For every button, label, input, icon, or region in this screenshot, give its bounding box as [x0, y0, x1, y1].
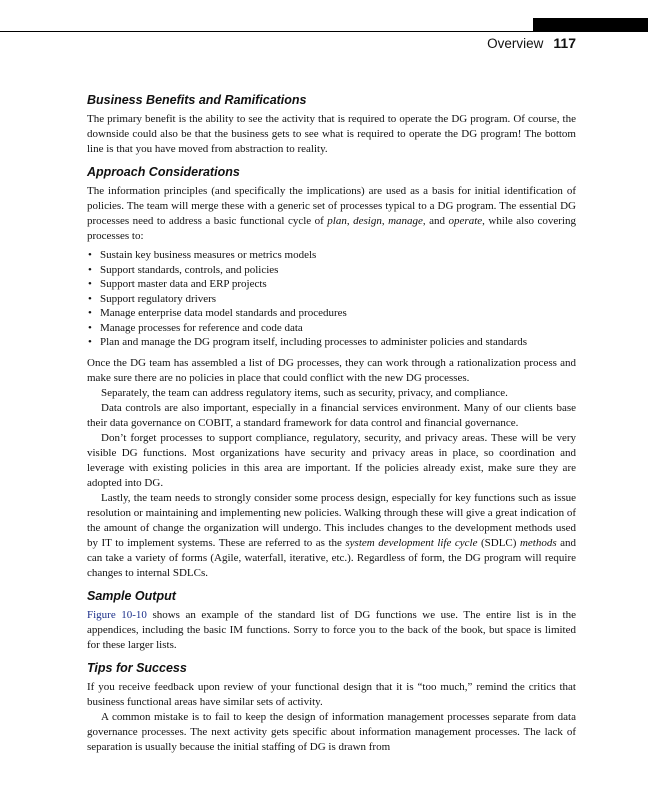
paragraph: Figure 10-10 shows an example of the standard list of DG functions we use. The entire list is in the appendices, including the basic IM functions. Sorry to force you to the back of the book, but space is limited for these larger lists.: [87, 608, 576, 651]
paragraph: Separately, the team can address regulatory items, such as security, privacy, and compliance.: [101, 386, 508, 399]
paragraph: Once the DG team has assembled a list of DG processes, they can work through a rationalization process and make sure there are no policies in place that could conflict with the new DG processes.: [87, 356, 576, 384]
header-black-bar: [533, 18, 648, 31]
paragraph: The information principles (and specifically the implications) are used as a basis for initial identification of policies. The team will merge these with a generic set of processes typical to a DG program. The essential DG processes need to address a basic functional cycle of plan, design, manage, and operate, while also covering processes to:: [87, 185, 576, 242]
figure-link[interactable]: Figure 10-10: [87, 608, 147, 621]
running-head: [487, 35, 576, 53]
paragraph: If you receive feedback upon review of your functional design that it is “too much,” remind the critics that business functional areas have similar sets of activity.: [87, 680, 576, 708]
list-item: • Plan and manage the DG program itself, including processes to administer policies and standards: [87, 335, 576, 350]
page-body: [87, 92, 576, 755]
heading-approach-considerations: Approach Considerations: [87, 165, 240, 179]
paragraph: Data controls are also important, especially in a financial services environment. Many of our clients base their data governance on COBIT, a standard framework for data control and financial governance.: [87, 401, 576, 429]
heading-business-benefits: Business Benefits and Ramifications: [87, 93, 307, 107]
paragraph: Don’t forget processes to support compliance, regulatory, security, and privacy areas. These will be very visible DG functions. Most organizations have security and privacy areas in place, so coordination and leverage with existing policies in this area are important. If the policies already exist, make sure they are adopted into DG.: [87, 431, 576, 489]
process-list: [87, 248, 576, 350]
list-item: • Support standards, controls, and policies: [87, 263, 576, 278]
heading-tips-for-success: Tips for Success: [87, 660, 187, 675]
paragraph: The primary benefit is the ability to see the activity that is required to operate the DG program. Of course, the downside could also be that the business gets to see what is required to operate the DG program! The bottom line is that you have moved from abstraction to reality.: [87, 113, 576, 155]
list-item: • Support regulatory drivers: [87, 292, 576, 307]
list-item: • Sustain key business measures or metrics models: [87, 248, 576, 263]
paragraph: A common mistake is to fail to keep the design of information management processes separate from data governance processes. The next activity gets specific about information management processes. The lack of separation is usually because the initial staffing of DG is drawn from: [87, 710, 576, 753]
header-rule: [0, 31, 648, 32]
paragraph: Lastly, the team needs to strongly consider some process design, especially for key functions such as issue resolution or maintaining and implementing new policies. Walking through these will give a great indication of the amount of change the organization will undergo. This includes changes to the development methods used by IT to implement systems. These are referred to as the system development life cycle (SDLC) methods and can take a variety of forms (Agile, waterfall, iterative, etc.). Regardless of form, the DG program will require changes to internal SDLCs.: [87, 491, 576, 579]
page-number: 117: [553, 35, 576, 51]
list-item: • Manage processes for reference and code data: [87, 321, 576, 336]
list-item: • Support master data and ERP projects: [87, 277, 576, 292]
running-head-section: Overview: [487, 36, 544, 51]
heading-sample-output: Sample Output: [87, 588, 176, 603]
list-item: • Manage enterprise data model standards and procedures: [87, 306, 576, 321]
